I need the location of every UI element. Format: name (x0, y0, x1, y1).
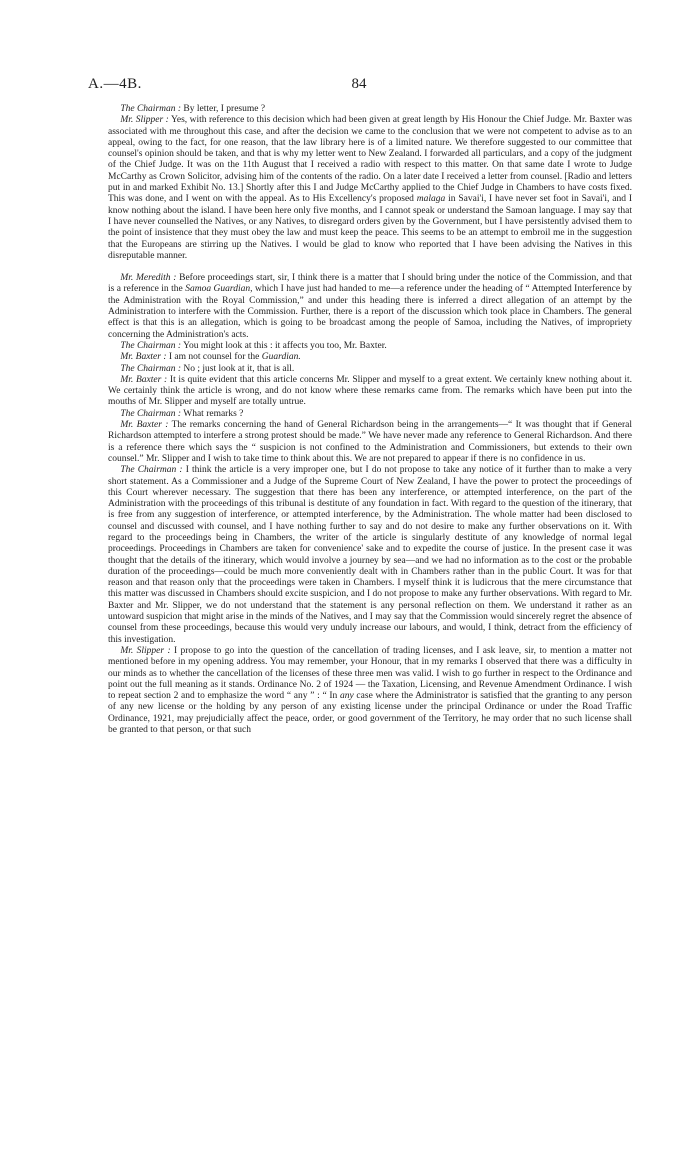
transcript-paragraph (108, 104, 632, 115)
italic-term: any (340, 691, 354, 702)
speaker-name: The Chairman : (120, 104, 182, 114)
italic-term: Guardian. (261, 352, 301, 363)
speaker-name: Mr. Baxter : (120, 420, 169, 431)
speaker-name: The Chairman : (120, 465, 183, 476)
transcript-paragraph (108, 341, 632, 352)
speaker-name: Mr. Slipper : (120, 645, 171, 656)
speaker-name: The Chairman : (120, 340, 182, 351)
speaker-name: Mr. Meredith : (120, 273, 177, 284)
page-number: 84 (351, 76, 367, 92)
italic-term: malaga (416, 194, 446, 205)
transcript-body (108, 104, 632, 736)
transcript-paragraph (108, 420, 632, 465)
transcript-paragraph (108, 409, 632, 420)
paragraph-text-continued: case where the Administrator is satisfied that the granting to any person of any new license or the holding by any person of any existing license under the principal Ordinance or under the Road Traffic Ordinance, 1921, may prejudicially affect the peace, order, or good government of the Territory, he may order that no such license shall be granted to that person, or that such (108, 691, 633, 736)
paragraph-text-continued: in Savai'i, I have never set foot in Savai'i, and I know nothing about the island. I have been here only five months, and I cannot speak or understand the Samoan language. I may say that I have never counselled the Natives, or any Natives, to disregard orders given by the Government, but I have persistently advised them to the point of insistence that they must obey the law and must keep the peace. This seems to be an attempt to embroil me in the suggestion that the Europeans are stirring up the Natives. I would be glad to know who reported that I have been advising the Natives in this disreputable manner. (108, 194, 632, 261)
page-header (88, 76, 630, 98)
paragraph-text: I think the article is a very improper one, but I do not propose to take any notice of it further than to make a very short statement. As a Commissioner and a Judge of the Supreme Court of New Zealand, I have the power to protect the proceedings of this Court wherever necessary. The suggestion that there has been any interference, or attempted interference, on the part of the Administration with the proceedings of this tribunal is destitute of any foundation in fact. With regard to the question of the itinerary, that is free from any suggestion of interference, or attempted interference, by the Administration. The whole matter had been disclosed to counsel and discussed with counsel, and I have nothing further to say and do not desire to make any further observations on it. With regard to the proceedings being in Chambers, the writer of the article is singularly destitute of any knowledge of normal legal proceedings. Proceedings in Chambers are taken for convenience' sake and to expedite the course of justice. In the present case it was thought that the details of the itinerary, which would involve a journey by sea—and we had no information as to the cost or the probable duration of the proceedings—could be much more conveniently dealt with in Chambers rather than in the public Court. It was for that reason and that reason only that the proceedings were taken in Chambers. I myself think it is ludicrous that the mere circumstance that this matter was discussed in Chambers should excite suspicion, and I do not propose to make any further observations. With regard to Mr. Baxter and Mr. Slipper, we do not understand that the statement is any personal reflection on them. We understand it rather as an untoward suspicion that might arise in the minds of the Natives, and I may say that the Commission would sincerely regret the absence of counsel from these proceedings, because this would very unduly increase our labours, and would, I think, detract from the efficiency of this investigation. (108, 465, 632, 645)
transcript-paragraph (108, 465, 632, 646)
paragraph-text-continued: which I have just had handed to me—a reference under the heading of “ Attempted Interference by the Administration with the Royal Commission,” and under this heading there is inferred a direct allegation of an attempt by the Administration to interfere with the Commission. Further, there is a report of the discussion which took place in Chambers. The general effect is that this is an allegation, which is going to be broadcast among the people of Samoa, including the Natives, of impropriety concerning the Administration's acts. (108, 284, 632, 340)
speaker-name: The Chairman : (120, 408, 182, 419)
paragraph-text: I am not counsel for the (166, 352, 260, 363)
paragraph-text: It is quite evident that this article concerns Mr. Slipper and myself to a great extent. We certainly knew nothing about it. We certainly think the article is wrong, and do not know where these remarks came from. The remarks which have been put into the mouths of Mr. Slipper and myself are totally untrue. (108, 374, 632, 408)
transcript-paragraph (108, 273, 632, 341)
transcript-paragraph (108, 375, 632, 409)
transcript-paragraph (108, 115, 632, 262)
paragraph-text: By letter, I presume ? (181, 104, 266, 114)
paragraph-text: Yes, with reference to this decision which had been given at great length by His Honour the Chief Judge. Mr. Baxter was associated with me throughout this case, and after the decision we came to the conclusion that we were not competent to advise as to an appeal, owing to the fact, for one reason, that the law library here is of a limited nature. We therefore suggested to our committee that counsel's opinion should be taken, and that is why my letter went to New Zealand. I forwarded all particulars, and a copy of the judgment of the Chief Judge. It was on the 11th August that I received a radio with respect to this matter. On that same date I wrote to Judge McCarthy as Crown Solicitor, advising him of the contents of the radio. On a later date I received a letter from counsel. [Radio and letters put in and marked Exhibit No. 13.] Shortly after this I and Judge McCarthy applied to the Chief Judge in Chambers to have costs fixed. This was done, and I went on with the appeal. As to His Excellency's proposed (108, 115, 632, 205)
paragraph-text: Before proceedings start, sir, I think there is a matter that I should bring under the notice of the Commission, and that is a reference in the (108, 273, 632, 295)
transcript-paragraph (108, 646, 632, 736)
transcript-paragraph (108, 364, 632, 375)
document-reference: A.—4B. (88, 76, 142, 92)
paragraph-text: The remarks concerning the hand of General Richardson being in the arrangements—“ It was thought that if General Richardson attempted to interfere a strong protest should be made.” We have never made any reference to General Richardson. And there is a reference there which says the “ suspicion is not confined to the Administration and Commissioners, but extends to their own counsel.” Mr. Slipper and I wish to take time to think about this. We are not prepared to appear if there is no confidence in us. (108, 420, 633, 464)
transcript-paragraph (108, 352, 632, 363)
italic-term: Samoa Guardian, (185, 284, 253, 295)
speaker-name: The Chairman : (120, 363, 182, 374)
speaker-name: Mr. Slipper : (120, 115, 169, 126)
paragraph-text: What remarks ? (181, 408, 244, 419)
speaker-name: Mr. Baxter : (120, 352, 167, 363)
speaker-name: Mr. Baxter : (120, 374, 168, 385)
paragraph-text: You might look at this : it affects you too, Mr. Baxter. (181, 340, 387, 351)
paragraph-text: No ; just look at it, that is all. (181, 363, 295, 374)
paragraph-text: I propose to go into the question of the cancellation of trading licenses, and I ask leave, sir, to mention a matter not mentioned before in my opening address. You may remember, your Honour, that in my remarks I observed that there was a difficulty in our minds as to whether the cancellation of the licenses of these three men was valid. I wish to go further in respect to the Ordinance and point out the full meaning as it stands. Ordinance No. 2 of 1924 — the Taxation, Licensing, and Revenue Amendment Ordinance. I wish to repeat section 2 and to emphasize the word “ any ” : “ In (108, 645, 632, 702)
